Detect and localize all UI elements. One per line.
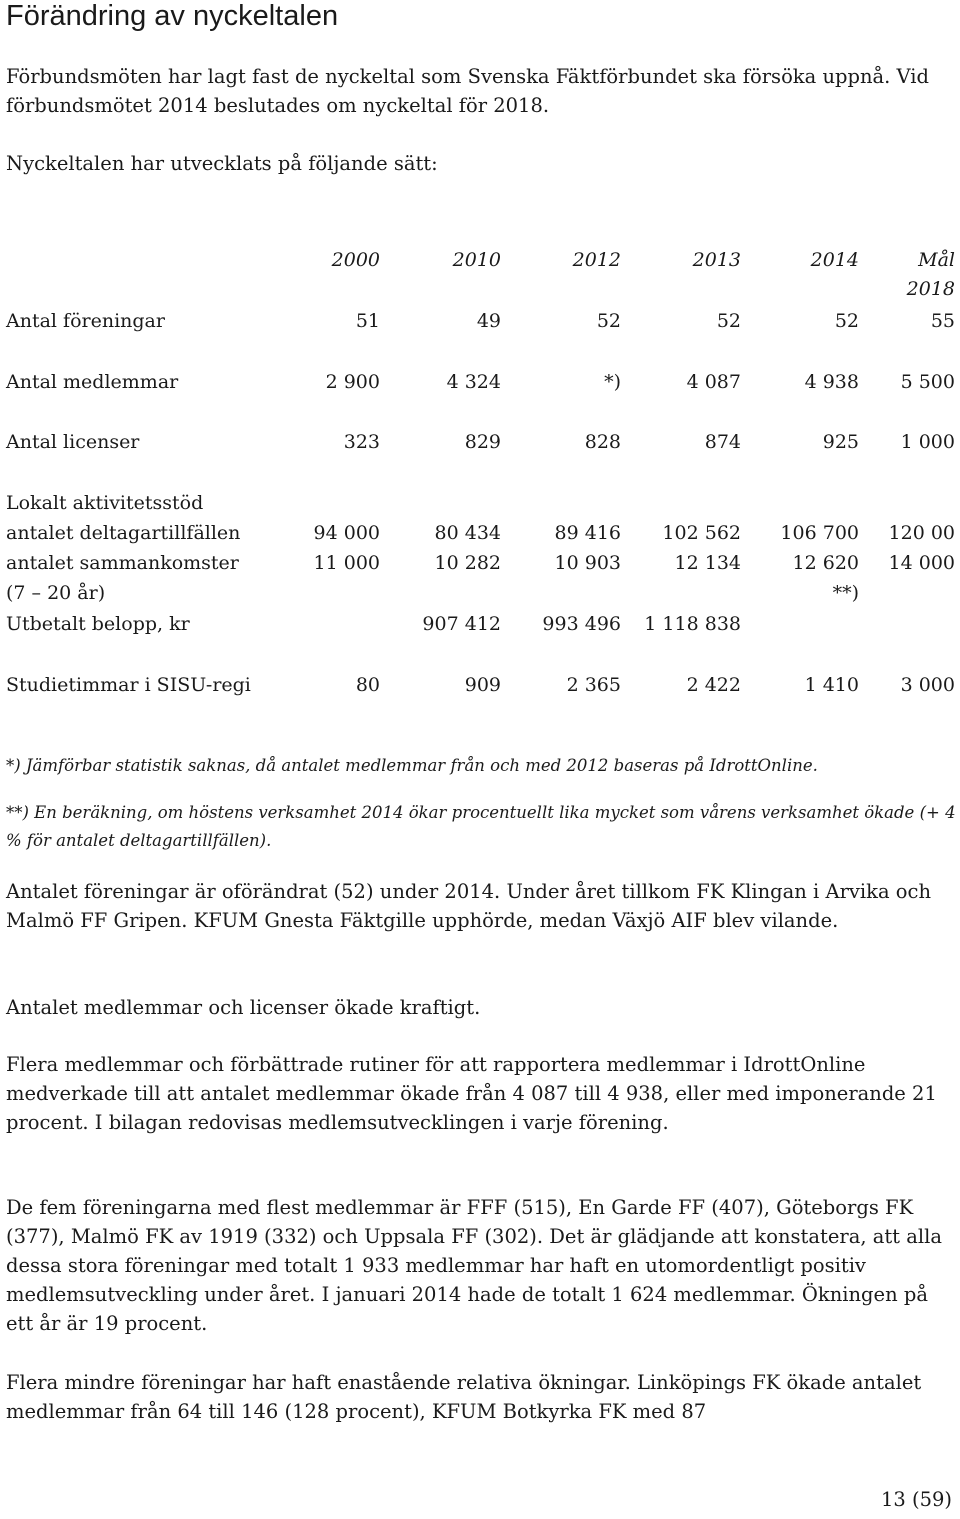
paragraph: Flera mindre föreningar har haft enastående relativa ökningar. Linköpings FK ökade antalet medlemmar från 64 till 146 (128 procent), KFUM Botkyrka FK med 87 <box>6 1371 922 1423</box>
row-label: (7 – 20 år) <box>6 582 106 604</box>
row-label: antalet sammankomster <box>6 552 239 574</box>
table-cell: 2 422 <box>686 674 741 696</box>
table-cell: 993 496 <box>542 613 621 635</box>
table-cell: 323 <box>343 431 380 453</box>
row-label: Studietimmar i SISU-regi <box>6 674 251 696</box>
table-header: 2013 <box>692 249 741 271</box>
table-cell: 120 00 <box>888 522 955 544</box>
table-cell: 49 <box>476 310 501 332</box>
table-cell: 52 <box>716 310 741 332</box>
table-cell: 80 <box>355 674 380 696</box>
table-header: 2010 <box>452 249 501 271</box>
table-cell: 80 434 <box>434 522 501 544</box>
lead-paragraph: Nyckeltalen har utvecklats på följande sätt: <box>6 152 438 175</box>
table-cell: 5 500 <box>900 371 955 393</box>
paragraph: Antalet medlemmar och licenser ökade kraftigt. <box>6 996 481 1019</box>
table-cell: 4 938 <box>804 371 859 393</box>
row-label: antalet deltagartillfällen <box>6 522 241 544</box>
table-header: 2012 <box>572 249 621 271</box>
table-cell: 10 903 <box>554 552 621 574</box>
table-cell: 51 <box>355 310 380 332</box>
table-cell: 829 <box>464 431 501 453</box>
table-cell: 52 <box>596 310 621 332</box>
row-label: Antal medlemmar <box>6 371 179 393</box>
table-cell: 925 <box>822 431 859 453</box>
table-cell: 52 <box>834 310 859 332</box>
table-cell: 3 000 <box>900 674 955 696</box>
table-cell: 89 416 <box>554 522 621 544</box>
row-label: Utbetalt belopp, kr <box>6 613 190 635</box>
table-cell: 55 <box>930 310 955 332</box>
table-cell: 907 412 <box>422 613 501 635</box>
table-cell: 1 000 <box>900 431 955 453</box>
table-cell: 102 562 <box>662 522 741 544</box>
row-label: Lokalt aktivitetsstöd <box>6 492 204 514</box>
paragraph: Flera medlemmar och förbättrade rutiner för att rapportera medlemmar i IdrottOnline medverkade till att antalet medlemmar ökade från 4 087 till 4 938, eller med imponerande 21 procent. I bilagan redovisas medlemsutvecklingen i varje förening. <box>6 1053 937 1134</box>
table-cell: 11 000 <box>313 552 380 574</box>
intro-paragraph: Förbundsmöten har lagt fast de nyckeltal som Svenska Fäktförbundet ska försöka uppnå. Vid förbundsmötet 2014 beslutades om nyckeltal för 2018. <box>6 65 930 117</box>
paragraph: Antalet föreningar är oförändrat (52) under 2014. Under året tillkom FK Klingan i Arvika och Malmö FF Gripen. KFUM Gnesta Fäktgille upphörde, medan Växjö AIF blev vilande. <box>6 880 932 932</box>
table-header: 2014 <box>810 249 859 271</box>
footnote-2: **) En beräkning, om höstens verksamhet 2014 ökar procentuellt lika mycket som vårens verksamhet ökade (+ 4 % för antalet deltagartillfällen). <box>6 803 956 850</box>
table-cell: **) <box>832 582 859 604</box>
table-cell: 94 000 <box>313 522 380 544</box>
table-cell: 2 365 <box>566 674 621 696</box>
table-cell: 909 <box>464 674 501 696</box>
footnote-1: *) Jämförbar statistik saknas, då antalet medlemmar från och med 2012 baseras på IdrottOnline. <box>6 756 818 775</box>
table-cell: 1 118 838 <box>644 613 741 635</box>
table-header: 2000 <box>331 249 380 271</box>
table-cell: 10 282 <box>434 552 501 574</box>
table-cell: 2 900 <box>325 371 380 393</box>
table-cell: 1 410 <box>804 674 859 696</box>
table-cell: *) <box>604 371 621 393</box>
row-label: Antal licenser <box>6 431 140 453</box>
table-cell: 874 <box>704 431 741 453</box>
page-title: Förändring av nyckeltalen <box>6 0 339 32</box>
page-number: 13 (59) <box>880 1488 952 1511</box>
table-cell: 14 000 <box>888 552 955 574</box>
table-header: Mål <box>918 249 955 271</box>
row-label: Antal föreningar <box>6 310 165 332</box>
table-cell: 828 <box>584 431 621 453</box>
table-header-sub: 2018 <box>906 278 955 300</box>
table-cell: 12 620 <box>792 552 859 574</box>
table-cell: 4 087 <box>686 371 741 393</box>
table-cell: 12 134 <box>674 552 741 574</box>
paragraph: De fem föreningarna med flest medlemmar är FFF (515), En Garde FF (407), Göteborgs FK (377), Malmö FK av 1919 (332) och Uppsala FF (302). Det är glädjande att konstatera, att alla dessa stora föreningar med totalt 1 933 medlemmar har haft en utomordentligt positiv medlemsutveckling under året. I januari 2014 hade de totalt 1 624 medlemmar. Ökningen på ett år är 19 procent. <box>6 1196 942 1335</box>
table-cell: 106 700 <box>780 522 859 544</box>
table-cell: 4 324 <box>446 371 501 393</box>
